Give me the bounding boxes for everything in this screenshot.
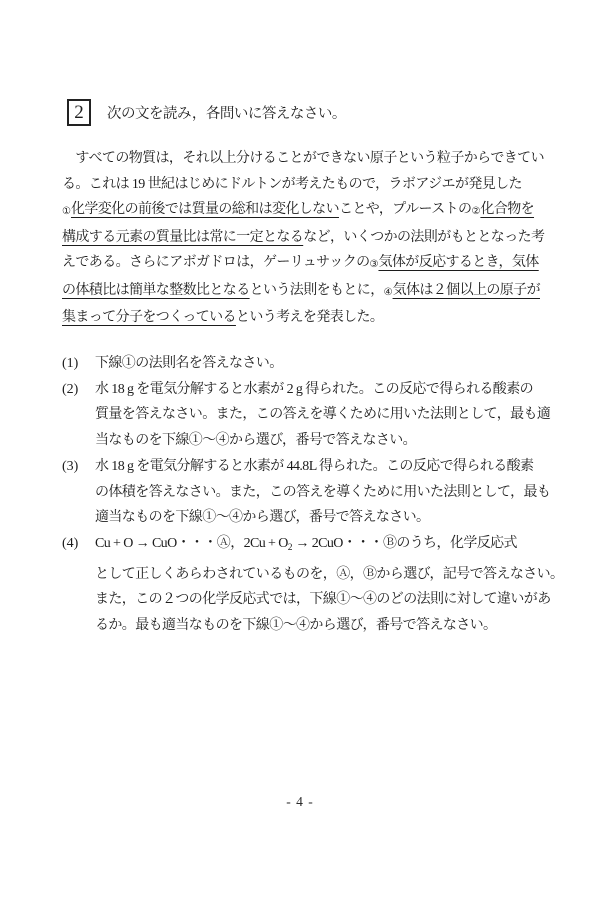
- text-segment: 水 18 g を電気分解すると水素が 44.8L 得られた。この反応で得られる酸素: [95, 458, 534, 474]
- text-line: [95, 351, 550, 377]
- text-segment: 化合物を: [480, 202, 535, 217]
- question-item: [62, 351, 550, 377]
- text-segment: という法則をもとに，: [249, 282, 384, 298]
- text-line: [95, 428, 550, 454]
- reference-mark: ③: [369, 259, 379, 270]
- text-line: [95, 531, 550, 562]
- text-line: [62, 172, 546, 198]
- problem-number: 2: [74, 102, 84, 123]
- text-segment: すべての物質は，それ以上分けることができない原子という粒子からできてい: [62, 151, 544, 166]
- text-line: [95, 402, 550, 428]
- text-line: [95, 587, 550, 613]
- text-line: [95, 377, 550, 403]
- text-segment: 構成する元素の質量比は常に一定となる: [62, 229, 304, 245]
- question-item: [62, 454, 550, 531]
- text-segment: 集まって分子をつくっている: [62, 310, 236, 325]
- questions: [62, 351, 564, 639]
- text-segment: るか。最も適当なものを下線①～④から選び，番号で答えなさい。: [95, 618, 497, 634]
- text-segment: また，この２つの化学反応式では，下線①～④のどの法則に対して違いがあ: [95, 592, 551, 608]
- text-segment: の体積比は簡単な整数比となる: [62, 282, 250, 298]
- question-body: [95, 377, 550, 454]
- question-body: [95, 351, 550, 377]
- text-segment: Cu + O → CuO・・・Ⓐ，2Cu + O: [95, 535, 288, 551]
- text-line: [95, 480, 550, 506]
- question-item: [62, 531, 564, 639]
- text-segment: の体積を答えなさい。また，この答えを導くために用いた法則として，最も: [95, 484, 551, 500]
- text-line: [62, 146, 546, 172]
- text-segment: えである。さらにアボガドロは，ゲーリュサックの: [62, 255, 370, 270]
- text-segment: 気体が反応するとき，気体: [378, 255, 539, 270]
- reference-mark: ①: [62, 206, 71, 217]
- passage-text: [62, 146, 546, 331]
- text-segment: → 2CuO・・・Ⓑのうち，化学反応式: [292, 535, 517, 551]
- text-line: [62, 305, 546, 331]
- problem-instruction: 次の文を読み，各問いに答えなさい。: [107, 106, 346, 122]
- text-line: [62, 250, 546, 278]
- text-segment: という考えを発表した。: [235, 310, 384, 325]
- subscript: 2: [287, 542, 293, 553]
- question-item: [62, 377, 550, 454]
- text-segment: 気体は２個以上の原子が: [392, 282, 540, 298]
- text-segment: 当なものを下線①～④から選び，番号で答えなさい。: [95, 433, 417, 449]
- text-segment: ことや，プルーストの: [338, 202, 472, 217]
- question-number: (2): [62, 381, 79, 397]
- text-segment: る。これは 19 世紀はじめにドルトンが考えたもので，ラボアジエが発見した: [62, 176, 522, 192]
- question-number: (1): [62, 356, 79, 371]
- text-line: [62, 225, 546, 251]
- question-body: [95, 531, 564, 639]
- problem-number-box: [67, 99, 91, 126]
- text-line: [62, 197, 546, 225]
- reference-mark: ②: [471, 206, 481, 217]
- text-segment: など，いくつかの法則がもととなった考: [303, 229, 545, 245]
- text-line: [62, 278, 546, 306]
- text-segment: として正しくあらわされているものを，Ⓐ，Ⓑから選び，記号で答えなさい。: [95, 566, 564, 582]
- text-segment: 質量を答えなさい。また，この答えを導くために用いた法則として，最も適: [95, 407, 551, 423]
- text-line: [95, 505, 550, 531]
- text-line: [95, 613, 550, 639]
- text-segment: 下線①の法則名を答えなさい。: [95, 356, 283, 371]
- problem-header: [67, 99, 346, 126]
- text-line: [95, 454, 550, 480]
- page-number: - 4 -: [286, 794, 314, 809]
- question-body: [95, 454, 550, 531]
- question-number: (3): [62, 458, 79, 474]
- text-segment: 化学変化の前後では質量の総和は変化しない: [70, 202, 339, 217]
- text-line: [95, 562, 564, 588]
- question-number: (4): [62, 535, 79, 551]
- reference-mark: ④: [383, 286, 393, 298]
- text-segment: 水 18 g を電気分解すると水素が 2 g 得られた。この反応で得られる酸素の: [95, 381, 533, 397]
- text-segment: 適当なものを下線①～④から選び，番号で答えなさい。: [95, 510, 430, 526]
